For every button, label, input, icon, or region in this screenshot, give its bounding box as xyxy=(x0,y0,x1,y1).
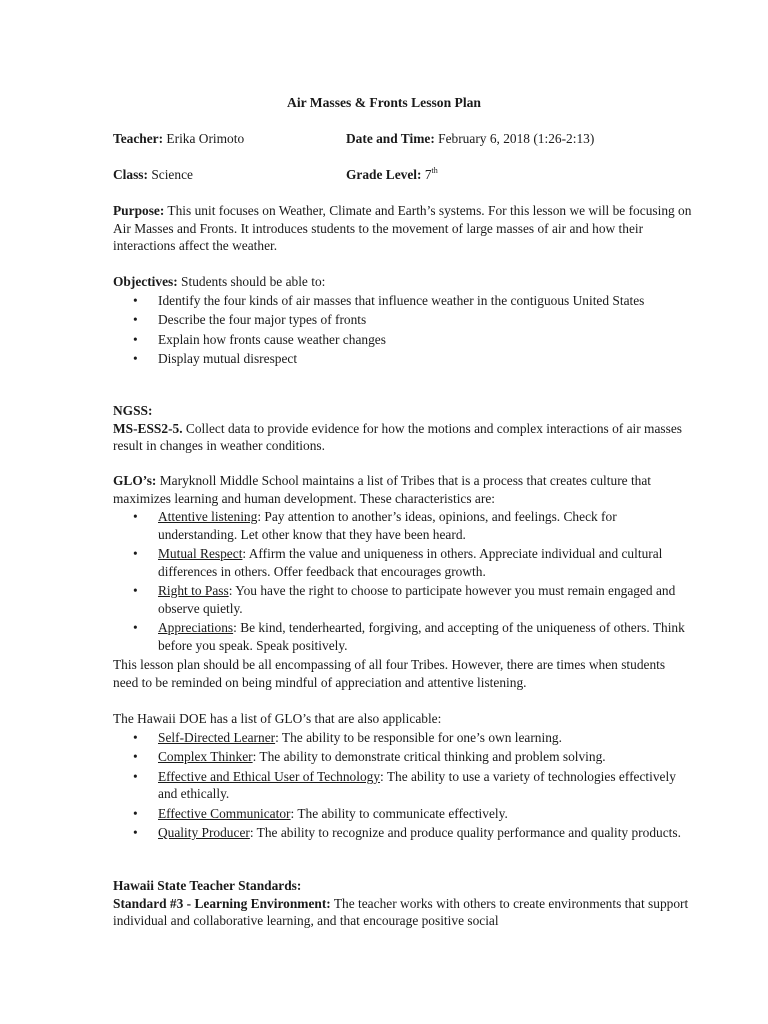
bullet-icon: • xyxy=(133,292,138,308)
tribes-closing: This lesson plan should be all encompassing of all four Tribes. However, there are times when students need to be reminded on being mindful of appreciation and attentive listening. xyxy=(113,657,666,690)
list-item xyxy=(113,582,693,617)
list-item xyxy=(113,729,693,747)
list-item xyxy=(113,311,693,329)
class-value: Science xyxy=(147,167,193,182)
list-item xyxy=(113,292,693,310)
purpose-paragraph xyxy=(113,202,693,255)
glo-term: Quality Producer xyxy=(158,825,250,840)
bullet-icon: • xyxy=(133,729,138,745)
objectives-label: Objectives: xyxy=(113,274,178,289)
objective-text: Explain how fronts cause weather changes xyxy=(158,331,386,347)
doe-intro: The Hawaii DOE has a list of GLO’s that are also applicable: xyxy=(113,711,442,726)
date-field xyxy=(346,130,594,148)
objectives-intro xyxy=(113,273,693,291)
teacher-value: Erika Orimoto xyxy=(163,131,245,146)
bullet-icon: • xyxy=(133,546,138,561)
ngss-code: MS-ESS2-5. xyxy=(113,420,183,436)
hsts-standard xyxy=(113,895,693,930)
list-item xyxy=(113,619,693,654)
grade-field xyxy=(346,166,438,184)
glo-desc: : The ability to recognize and produce quality performance and quality products. xyxy=(249,825,681,840)
ngss-section xyxy=(113,402,693,455)
tribes-list xyxy=(113,508,693,654)
glo-desc: : The ability to communicate effectively. xyxy=(290,805,508,821)
grade-value: 7 xyxy=(421,167,432,182)
bullet-icon: • xyxy=(133,509,138,524)
list-item xyxy=(113,350,693,368)
glo-desc: : The ability to use a variety of technologies effectively and ethically. xyxy=(158,768,676,801)
bullet-icon: • xyxy=(133,351,138,366)
objectives-section xyxy=(113,273,693,370)
bullet-icon: • xyxy=(133,805,138,821)
objectives-text: Students should be able to: xyxy=(177,274,326,289)
tribe-term: Attentive listening xyxy=(158,509,258,524)
hsts-section xyxy=(113,877,693,930)
ngss-text: Collect data to provide evidence for how the motions and complex interactions of air masses result in changes in weather conditions. xyxy=(113,420,682,453)
doe-section xyxy=(113,710,693,844)
objective-text: Identify the four kinds of air masses that influence weather in the contiguous United States xyxy=(158,292,645,308)
class-field xyxy=(113,166,193,184)
date-value: February 6, 2018 (1:26-2:13) xyxy=(434,131,595,146)
glo-desc: : The ability to be responsible for one’s own learning. xyxy=(275,729,562,745)
tribe-term: Appreciations xyxy=(158,620,234,635)
tribe-term: Right to Pass xyxy=(158,583,229,598)
list-item xyxy=(113,768,693,803)
objectives-list xyxy=(113,292,693,368)
glo-section xyxy=(113,472,693,691)
list-item xyxy=(113,824,693,842)
purpose-label: Purpose: xyxy=(113,203,165,218)
bullet-icon: • xyxy=(133,825,138,840)
bullet-icon: • xyxy=(133,312,138,327)
grade-label: Grade Level: xyxy=(346,167,422,182)
glo-term: Effective and Ethical User of Technology xyxy=(158,768,381,784)
bullet-icon: • xyxy=(133,749,138,764)
glo-intro xyxy=(113,472,693,507)
glo-label: GLO’s: xyxy=(113,473,157,488)
tribe-desc: : Be kind, tenderhearted, forgiving, and accepting of the uniqueness of others. Think before you speak. Speak positively. xyxy=(158,620,685,653)
bullet-icon: • xyxy=(133,620,138,635)
list-item xyxy=(113,805,693,823)
hsts-heading: Hawaii State Teacher Standards: xyxy=(113,878,302,893)
glo-term: Self-Directed Learner xyxy=(158,729,276,745)
class-label: Class: xyxy=(113,167,148,182)
bullet-icon: • xyxy=(133,768,138,784)
tribe-term: Mutual Respect xyxy=(158,546,243,561)
ngss-standard xyxy=(113,420,693,455)
bullet-icon: • xyxy=(133,331,138,347)
doe-glo-list xyxy=(113,729,693,842)
hsts-text: The teacher works with others to create environments that support individual and collaborative learning, and that encourage positive social xyxy=(113,895,689,928)
objective-text: Display mutual disrespect xyxy=(158,351,298,366)
list-item xyxy=(113,331,693,349)
hsts-label: Standard #3 - Learning Environment: xyxy=(113,895,331,911)
list-item xyxy=(113,508,693,543)
document-title: Air Masses & Fronts Lesson Plan xyxy=(287,95,481,110)
purpose-text: This unit focuses on Weather, Climate and Earth’s systems. For this lesson we will be focusing on Air Masses and Fronts. It introduces students to the movement of large masses of air and how their interactions affect the weather. xyxy=(113,203,692,253)
glo-text: Maryknoll Middle School maintains a list of Tribes that is a process that creates culture that maximizes learning and human development. These characteristics are: xyxy=(113,473,652,506)
objective-text: Describe the four major types of fronts xyxy=(158,312,367,327)
glo-term: Effective Communicator xyxy=(158,805,291,821)
teacher-label: Teacher: xyxy=(113,131,164,146)
list-item xyxy=(113,545,693,580)
date-label: Date and Time: xyxy=(346,131,435,146)
grade-suffix: th xyxy=(431,166,438,175)
teacher-field xyxy=(113,130,244,148)
list-item xyxy=(113,748,693,766)
ngss-heading: NGSS: xyxy=(113,403,153,418)
purpose-section xyxy=(113,202,693,255)
glo-desc: : The ability to demonstrate critical thinking and problem solving. xyxy=(252,749,606,764)
tribe-desc: : Pay attention to another’s ideas, opinions, and feelings. Check for understanding. Let other know that they have been heard. xyxy=(158,509,617,542)
tribe-desc: : Affirm the value and uniqueness in others. Appreciate individual and cultural differences in others. Offer feedback that encourages growth. xyxy=(158,546,663,579)
bullet-icon: • xyxy=(133,583,138,598)
tribe-desc: : You have the right to choose to participate however you must remain engaged and observe quietly. xyxy=(158,583,676,616)
glo-term: Complex Thinker xyxy=(158,749,253,764)
